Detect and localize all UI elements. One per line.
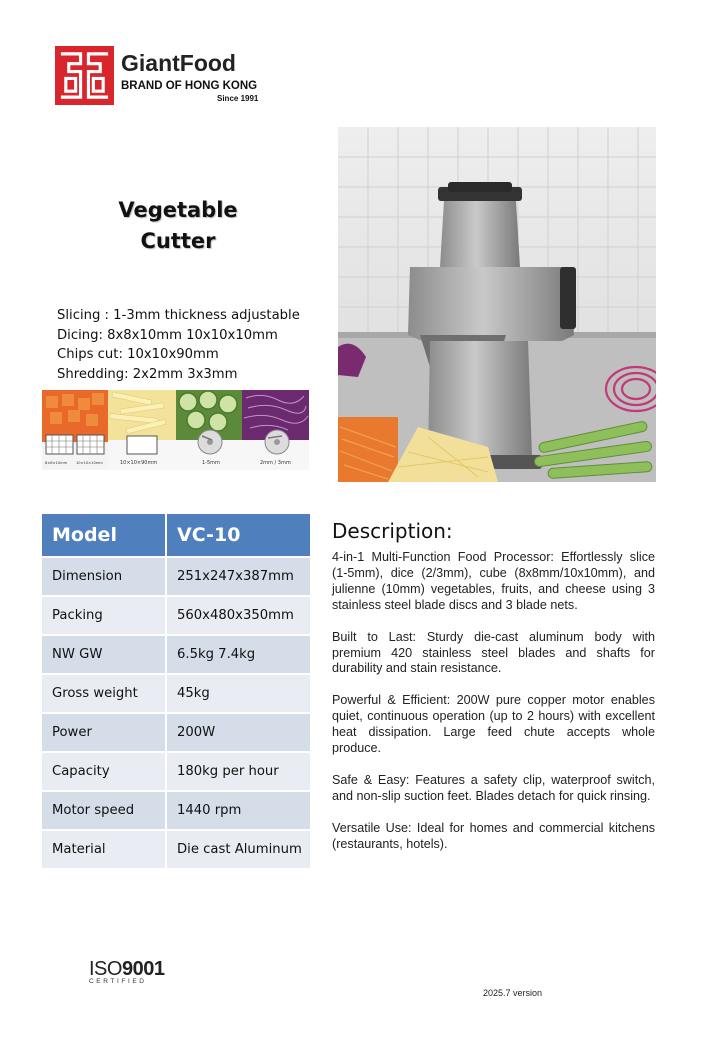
row-value: 251x247x387mm — [167, 558, 310, 597]
iso-certified-label: CERTIFIED — [89, 978, 147, 985]
iso-certification-badge — [89, 958, 164, 985]
description-title: Description: — [332, 519, 453, 543]
brand-subtitle: BRAND OF HONG KONG — [121, 80, 258, 92]
row-value: 560x480x350mm — [167, 597, 310, 636]
description-body — [332, 550, 655, 869]
row-label: NW GW — [42, 636, 167, 675]
cut-label-2: 10×10×10mm — [76, 461, 103, 465]
cut-label-5: 2mm / 3mm — [260, 460, 291, 466]
row-value: 45kg — [167, 675, 310, 714]
table-row — [42, 753, 310, 792]
brand-since: Since 1991 — [217, 94, 259, 103]
title-line-2: Cutter — [140, 229, 216, 253]
product-title — [88, 195, 268, 257]
description-paragraph: 4-in-1 Multi-Function Food Processor: Effortlessly slice (1-5mm), dice (2/3mm), cube (8x8mm/10x10mm), and julienne (10mm) vegetables, fruits, and cheese using 3 stainless steel blade discs and 3 blade nets. — [332, 550, 655, 612]
description-paragraph: Powerful & Efficient: 200W pure copper motor enables quiet, continuous operation (up to 2 hours) with excellent heat dissipation. Large feed chute accepts whole produce. — [332, 693, 655, 756]
iso-prefix: ISO — [89, 958, 122, 980]
version-label: 2025.7 version — [483, 988, 543, 998]
row-value: 1440 rpm — [167, 792, 310, 831]
spec-slicing: Slicing : 1-3mm thickness adjustable — [57, 308, 300, 323]
row-label: Motor speed — [42, 792, 167, 831]
table-row — [42, 714, 310, 753]
row-label: Capacity — [42, 753, 167, 792]
description-paragraph: Built to Last: Sturdy die-cast aluminum body with premium 420 stainless steel blades and shafts for durability and stain resistance. — [332, 629, 655, 676]
table-row — [42, 792, 310, 831]
cut-label-4: 1-5mm — [202, 460, 220, 466]
row-label: Material — [42, 831, 167, 870]
iso-number: 9001 — [121, 958, 165, 980]
table-row — [42, 831, 310, 870]
giantfood-logo-icon — [55, 46, 114, 105]
cut-label-1: 8×8×10mm — [45, 461, 68, 465]
row-value: 180kg per hour — [167, 753, 310, 792]
product-photo — [338, 127, 656, 482]
cut-label-3: 10×10×90mm — [120, 460, 158, 466]
spec-chips: Chips cut: 10x10x90mm — [57, 347, 219, 362]
row-label: Power — [42, 714, 167, 753]
row-value: 6.5kg 7.4kg — [167, 636, 310, 675]
brand-name: GiantFood — [121, 50, 236, 76]
table-row — [42, 636, 310, 675]
brand-logo — [55, 46, 270, 110]
table-header-value: VC-10 — [167, 514, 310, 558]
title-line-1: Vegetable — [118, 198, 238, 222]
row-value: 200W — [167, 714, 310, 753]
spec-dicing: Dicing: 8x8x10mm 10x10x10mm — [57, 327, 278, 343]
cut-types-image — [42, 390, 309, 470]
table-row — [42, 597, 310, 636]
table-row — [42, 675, 310, 714]
row-label: Packing — [42, 597, 167, 636]
row-value: Die cast Aluminum — [167, 831, 310, 870]
row-label: Gross weight — [42, 675, 167, 714]
cutting-specs — [57, 306, 317, 384]
description-paragraph: Versatile Use: Ideal for homes and commercial kitchens (restaurants, hotels). — [332, 820, 655, 851]
table-header-row — [42, 514, 310, 558]
spec-shredding: Shredding: 2x2mm 3x3mm — [57, 366, 238, 382]
table-header-label: Model — [42, 514, 167, 558]
spec-table — [42, 514, 310, 870]
description-paragraph: Safe & Easy: Features a safety clip, waterproof switch, and non-slip suction feet. Blades detach for quick rinsing. — [332, 772, 655, 803]
row-label: Dimension — [42, 558, 167, 597]
table-row — [42, 558, 310, 597]
